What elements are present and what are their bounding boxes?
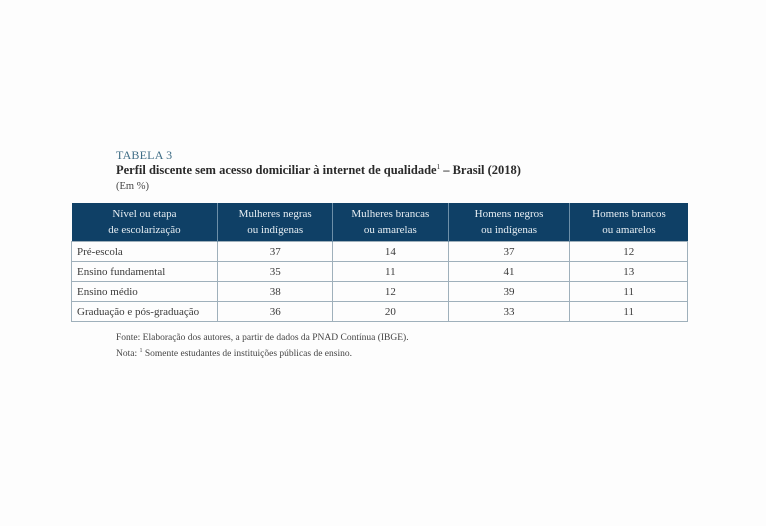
footnote-mark: 1 [436,163,441,171]
header-row [72,203,688,242]
table-cell: 14 [333,242,449,262]
table-row [72,302,688,322]
column-header-level: Nível ou etapa de escolarização [72,203,218,242]
source-note: Fonte: Elaboração dos autores, a partir de dados da PNAD Contínua (IBGE). [116,333,409,343]
row-label: Pré-escola [72,242,218,262]
table-cell: 35 [218,262,333,282]
row-label: Graduação e pós-graduação [72,302,218,322]
table-number-label: TABELA 3 [116,148,173,162]
table-row [72,282,688,302]
table-cell: 39 [448,282,570,302]
row-label: Ensino médio [72,282,218,302]
table-notes [116,332,409,361]
table-title-text: Perfil discente sem acesso domiciliar à internet de qualidade [116,163,437,178]
table-cell: 11 [570,282,688,302]
table-row [72,242,688,262]
table-cell: 41 [448,262,570,282]
footnote: Nota: $^1$ Somente estudantes de instituições públicas de ensino. [116,348,352,360]
table-title [116,163,521,178]
column-header-women-black-indigenous: Mulheres negras ou indígenas [218,203,333,242]
table-cell: 37 [218,242,333,262]
table-cell: 38 [218,282,333,302]
table-cell: 37 [448,242,570,262]
table-row [72,262,688,282]
table-cell: 33 [448,302,570,322]
column-header-men-black-indigenous: Homens negros ou indígenas [448,203,570,242]
table-unit: (Em %) [116,181,149,192]
table-cell: 36 [218,302,333,322]
table-cell: 13 [570,262,688,282]
column-header-men-white-yellow: Homens brancos ou amarelos [570,203,688,242]
column-header-women-white-yellow: Mulheres brancas ou amarelas [333,203,449,242]
table-cell: 11 [570,302,688,322]
table-cell: 12 [333,282,449,302]
table-cell: 11 [333,262,449,282]
table-title-suffix: – Brasil (2018) [440,163,521,178]
data-table [71,203,688,322]
row-label: Ensino fundamental [72,262,218,282]
footnote-mark: 1 [139,348,143,354]
table-cell: 20 [333,302,449,322]
table-cell: 12 [570,242,688,262]
